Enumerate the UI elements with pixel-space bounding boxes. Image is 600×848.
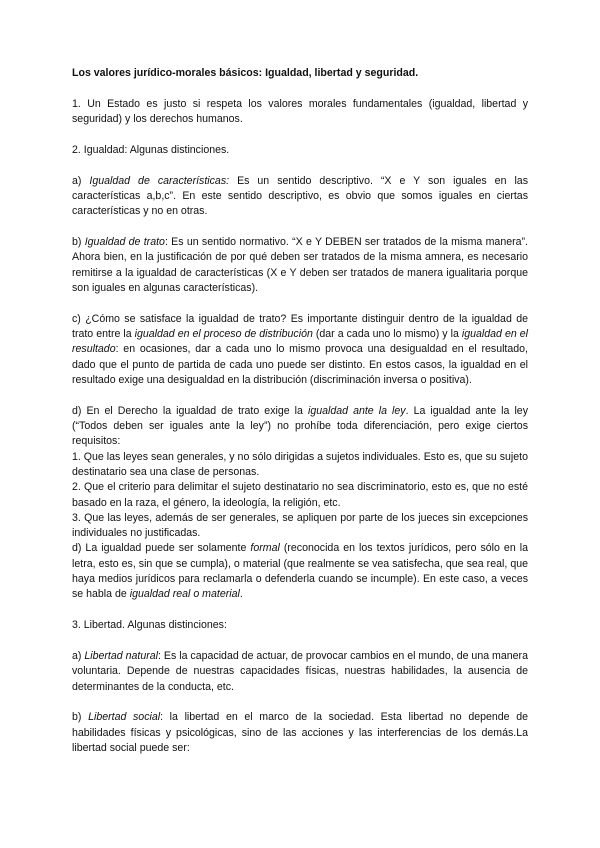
paragraph-libertad-social	[72, 710, 528, 756]
term-igualdad-resultado: igualdad en el resultado	[72, 328, 529, 356]
paragraph-text: d) La igualdad puede ser solamente	[72, 542, 251, 555]
paragraph-text: (reconocida en los textos jurídicos, pero sólo en la letra, esto es, sin que se cumpla), o material (que realmente se vea satisfecha, que sea real, que haya medios jurídicos para reclamarla o defenderla cuando se incumple). En este caso, a veces se habla de	[72, 542, 528, 601]
document-title: Los valores jurídico-morales básicos: Igualdad, libertad y seguridad.	[72, 67, 419, 79]
section-heading-igualdad: 2. Igualdad: Algunas distinciones.	[72, 143, 230, 156]
paragraph-text: : Es la capacidad de actuar, de provocar cambios en el mundo, de una manera voluntaria. Depende de nuestras capacidades físicas, nuestras habilidades, la ausencia de determinantes de la conducta, etc.	[72, 649, 528, 693]
paragraph-libertad-natural	[72, 649, 528, 695]
paragraph-text: d) En el Derecho la igualdad de trato exige la	[72, 404, 308, 417]
paragraph-igualdad-trato	[72, 235, 528, 296]
paragraph-igualdad-ante-ley	[72, 404, 528, 450]
paragraph-text: . La igualdad ante la ley (“Todos deben ser iguales ante la ley”) no prohíbe toda diferenciación, pero exige ciertos requisitos:	[72, 404, 528, 448]
term-igualdad-trato: Igualdad de trato	[84, 236, 165, 249]
term-libertad-social: Libertad social	[88, 711, 161, 724]
paragraph-prefix: b)	[72, 711, 89, 724]
paragraph-text: (dar a cada uno lo mismo) y la	[312, 328, 462, 341]
paragraph-igualdad-caracteristicas	[72, 174, 528, 220]
list-item-2: 2. Que el criterio para delimitar el sujeto destinatario no sea discriminatorio, esto es, que no esté basado en la raza, el género, la ideología, la religión, etc.	[72, 481, 528, 509]
term-formal: formal	[250, 542, 280, 555]
term-igualdad-distribucion: igualdad en el proceso de distribución	[134, 328, 313, 341]
term-igualdad-caracteristicas: Igualdad de características:	[89, 174, 230, 187]
document-page	[72, 66, 528, 772]
paragraph-prefix: a)	[72, 174, 90, 187]
paragraph-text: .	[239, 588, 243, 601]
term-igualdad-real-material: igualdad real o material	[129, 588, 240, 601]
paragraph-text: Es un sentido descriptivo. “X e Y son iguales en las características a,b,c”. En este sentido descriptivo, es obvio que somos iguales en ciertas características y no en otras.	[72, 174, 528, 218]
term-igualdad-ante-ley: igualdad ante la ley	[307, 404, 406, 417]
paragraph-text: : la libertad en el marco de la sociedad. Esta libertad no depende de habilidades físicas y psicológicas, sino de las acciones y las interferencias de los demás.La libertad social puede ser:	[72, 711, 528, 754]
paragraph-prefix: a)	[72, 649, 85, 662]
list-item-3: 3. Que las leyes, además de ser generales, se apliquen por parte de los jueces sin excepciones individuales no justificadas.	[72, 511, 528, 540]
paragraph-text: : Es un sentido normativo. “X e Y DEBEN ser tratados de la misma manera”. Ahora bien, en la justificación de por qué deben ser tratados de la misma amnera, es necesario remitirse a la igualdad de características (X e Y deben ser tratados de manera igualitaria porque son iguales en algunas características).	[72, 236, 528, 294]
section-heading-libertad: 3. Libertad. Algunas distinciones:	[72, 619, 227, 632]
list-item-1: 1. Que las leyes sean generales, y no sólo dirigidas a sujetos individuales. Esto es, que su sujeto destinatario sea una clase de personas.	[72, 450, 528, 478]
term-libertad-natural: Libertad natural	[84, 649, 159, 662]
paragraph-satisfaccion-igualdad	[72, 312, 528, 388]
paragraph-1: 1. Un Estado es justo si respeta los valores morales fundamentales (igualdad, libertad y seguridad) y los derechos humanos.	[72, 97, 528, 126]
paragraph-igualdad-formal-material	[72, 541, 528, 602]
paragraph-text: : en ocasiones, dar a cada uno lo mismo provoca una desigualdad en el resultado, dado que el punto de partida de cada uno puede ser distinto. En estos casos, la igualdad en el resultado exige una desigualdad en la distribución (discriminación inversa o positiva).	[72, 343, 528, 386]
paragraph-prefix: b)	[72, 236, 85, 249]
paragraph-text: c) ¿Cómo se satisface la igualdad de trato? Es importante distinguir dentro de la igualdad de trato entre la	[72, 312, 528, 341]
